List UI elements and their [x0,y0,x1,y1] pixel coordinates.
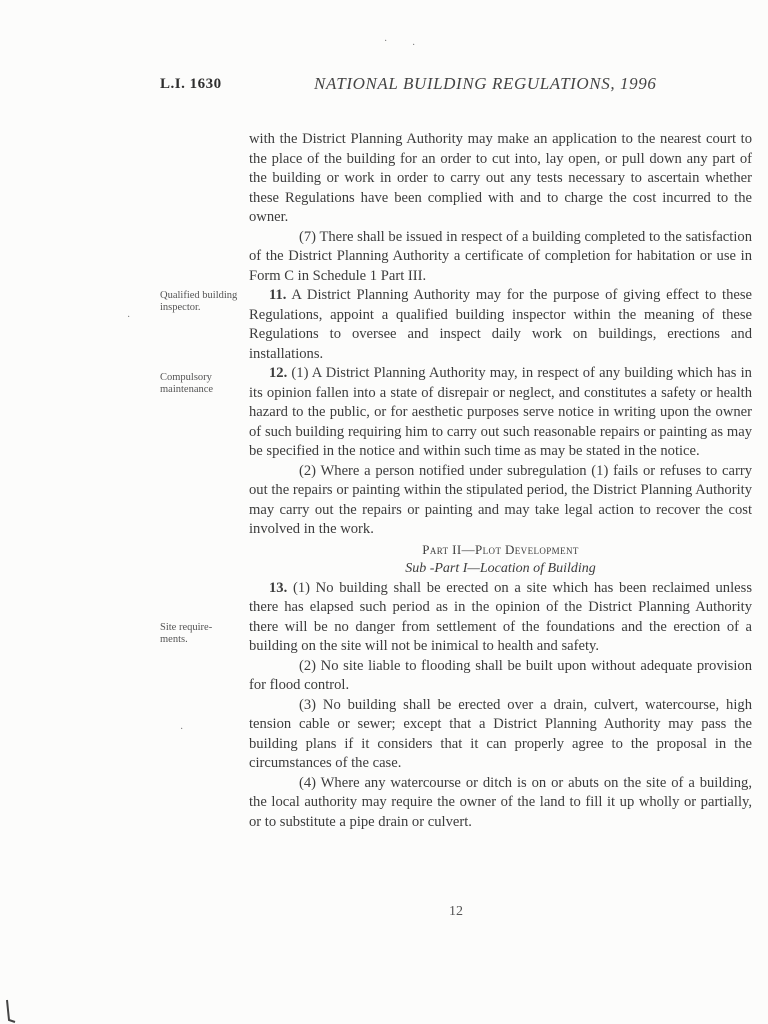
section-number: 13. [269,579,288,596]
section-text: A District Planning Authority may for the purpose of giving effect to these Regulations, appoint a qualified building inspector within the meaning of these Regulations to oversee and inspect daily work on buildings, erections and installations. [249,287,752,362]
scan-mark [4,998,16,1024]
section-text: (1) No building shall be erected on a site which has been reclaimed unless there has elapsed such period as in the opinion of the District Planning Authority there will be no danger from settlement of the foundations and the erection of a building on the site will not be inimical to health and safety. [249,579,752,654]
running-title: NATIONAL BUILDING REGULATIONS, 1996 [314,74,657,93]
scan-speck: · [180,724,184,735]
margin-note-compulsory-maintenance: Compulsory maintenance [160,372,214,395]
paragraph-continuation: with the District Planning Authority may make an application to the nearest court to the place of the building for an order to cut into, lay open, or pull down any part of the building or work in order to carry out any tests necessary to ascertain whether these Regulations have been complied with and to charge the cost incurred to the owner. [249,131,752,225]
section-number: 11. [269,287,287,303]
scan-speck: · [412,40,416,51]
scan-speck: · [127,312,131,323]
section-number: 12. [269,365,288,381]
section-13-4: (4) Where any watercourse or ditch is on or abuts on the site of a building, the local authority may require the owner of the land to fill it up wholly or partially, or to substitute a pipe drain or culvert. [249,774,752,830]
section-13-2: (2) No site liable to flooding shall be built upon without adequate provision for flood control. [249,657,752,693]
paragraph-7-certificate: (7) There shall be issued in respect of a building completed to the satisfaction of the District Planning Authority a certificate of completion for habitation or use in Form C in Schedule 1 Part III. [249,228,752,284]
section-12-2: (2) Where a person notified under subregulation (1) fails or refuses to carry out the repairs or painting within the stipulated period, the District Planning Authority may carry out the repairs or painting and may take legal action to recover the cost involved in the work. [249,462,752,537]
section-13-3: (3) No building shall be erected over a drain, culvert, watercourse, high tension cable or sewer; except that a District Planning Authority may pass the building plans if it considers that it can properly agree to the proposal in the circumstances of the case. [249,696,752,771]
section-text: (1) A District Planning Authority may, in respect of any building which has in its opinion fallen into a state of disrepair or neglect, and constitutes a safety or health hazard to the public, or for aesthetic purposes serve notice in writing upon the owner of such building requiring him to carry out such reasonable repairs or painting as may be specified in the notice and within such time as may be stated in the notice. [249,365,752,459]
document-body [249,130,752,832]
margin-note-site-requirements: Site require- ments. [160,622,213,645]
part-heading: Part II—Plot Development [422,541,579,557]
margin-note-qualified-inspector: Qualified building inspector. [160,290,238,313]
section-13 [249,579,752,657]
document-code: L.I. 1630 [160,76,222,92]
sub-part-heading: Sub -Part I—Location of Building [405,561,596,576]
section-12 [249,364,752,462]
section-11 [249,286,752,364]
page-number: 12 [449,904,463,919]
scan-speck: · [384,36,388,47]
